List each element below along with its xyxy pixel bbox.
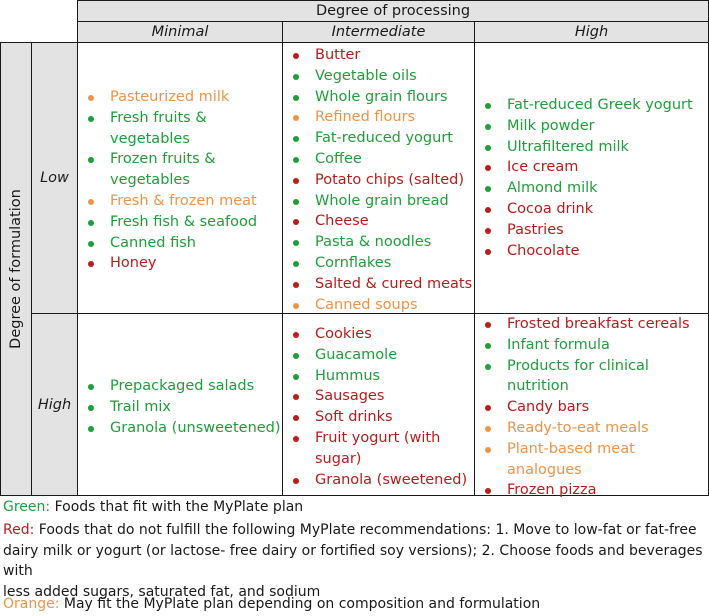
item-text: Granola (unsweetened) — [110, 419, 281, 436]
item-text: Fruit yogurt (with — [315, 429, 441, 446]
column-header-minimal — [77, 21, 283, 43]
list-item — [78, 191, 282, 212]
list-item — [475, 418, 708, 439]
bullet-icon — [485, 165, 491, 171]
row-label: Low — [40, 170, 69, 186]
cell-high-high — [474, 313, 709, 499]
list-item — [475, 199, 708, 220]
list-item-continuation — [78, 129, 282, 150]
item-text: Potato chips (salted) — [315, 171, 464, 188]
bullet-icon — [485, 322, 491, 328]
list-item — [475, 178, 708, 199]
bullet-icon — [293, 178, 299, 184]
item-text: Ultrafiltered milk — [507, 138, 629, 155]
list-item — [283, 107, 474, 128]
legend-red-label: Red: — [3, 522, 35, 538]
item-text: Sausages — [315, 388, 385, 405]
list-item — [78, 233, 282, 254]
bullet-icon — [88, 261, 94, 267]
item-text: Fat-reduced yogurt — [315, 130, 453, 147]
list-item-continuation — [475, 376, 708, 397]
item-text: Coffee — [315, 150, 362, 167]
row-label: High — [37, 396, 72, 413]
list-item — [283, 128, 474, 149]
legend-green — [3, 497, 303, 518]
item-text: Frozen fruits & — [110, 151, 216, 168]
bullet-icon — [293, 436, 299, 442]
legend-orange-label: Orange: — [3, 596, 60, 612]
list-item-continuation — [78, 170, 282, 191]
item-text: analogues — [507, 461, 582, 478]
list-item — [283, 407, 474, 428]
list-item — [283, 66, 474, 87]
list-item — [283, 274, 474, 295]
item-text: Infant formula — [507, 336, 610, 353]
list-item — [78, 397, 282, 418]
bullet-icon — [485, 103, 491, 109]
list-item — [283, 345, 474, 366]
legend-red-text-1: Foods that do not fulfill the following MyPlate recommendations: 1. Move to low-fat or fat-free — [34, 522, 697, 538]
item-text: Plant-based meat — [507, 440, 635, 457]
bullet-icon — [485, 124, 491, 130]
legend-green-label: Green: — [3, 499, 51, 515]
list-item — [283, 149, 474, 170]
bullet-icon — [485, 207, 491, 213]
list-item-continuation — [475, 460, 708, 481]
bullet-icon — [485, 405, 491, 411]
list-item — [78, 212, 282, 233]
bullet-icon — [485, 426, 491, 432]
item-text: Frozen pizza — [507, 482, 597, 499]
legend-red — [3, 520, 709, 602]
list-item — [283, 211, 474, 232]
item-text: Fat-reduced Greek yogurt — [507, 97, 693, 113]
item-text: Milk powder — [507, 117, 595, 134]
item-text: Vegetable oils — [315, 67, 417, 84]
bullet-icon — [293, 415, 299, 421]
list-item — [283, 45, 474, 66]
item-text: Honey — [110, 255, 157, 272]
list-item-continuation — [283, 449, 474, 470]
bullet-icon — [293, 282, 299, 288]
item-text: Cocoa drink — [507, 200, 594, 217]
bullet-icon — [88, 405, 94, 411]
bullet-icon — [293, 353, 299, 359]
item-text: Butter — [315, 47, 361, 63]
item-text: Canned fish — [110, 234, 197, 251]
cell-high-minimal — [77, 313, 283, 496]
row-header-low — [31, 42, 78, 314]
bullet-icon — [88, 241, 94, 247]
item-text: Cookies — [315, 326, 372, 342]
item-text: vegetables — [110, 172, 190, 189]
list-item — [475, 314, 708, 335]
bullet-icon — [293, 303, 299, 309]
legend-green-text: Foods that fit with the MyPlate plan — [50, 499, 304, 515]
list-item — [283, 324, 474, 345]
list-item — [283, 87, 474, 108]
list-item — [475, 335, 708, 356]
item-text: Fresh fish & seafood — [110, 213, 258, 230]
bullet-icon — [88, 157, 94, 163]
cell-high-intermediate — [282, 313, 475, 496]
bullet-icon — [88, 426, 94, 432]
row-header-high — [31, 313, 78, 496]
item-text: Fresh & frozen meat — [110, 192, 257, 209]
cell-low-intermediate — [282, 42, 475, 314]
bullet-icon — [293, 374, 299, 380]
processing-header — [77, 0, 709, 22]
bullet-icon — [485, 249, 491, 255]
item-text: Trail mix — [110, 398, 171, 415]
column-header-intermediate — [282, 21, 475, 43]
bullet-icon — [293, 95, 299, 101]
column-header-high — [474, 21, 709, 43]
bullet-icon — [88, 199, 94, 205]
item-text: Soft drinks — [315, 409, 393, 426]
item-text: Almond milk — [507, 180, 598, 197]
item-text: Products for clinical — [507, 357, 649, 374]
legend-orange — [3, 594, 540, 615]
bullet-icon — [293, 332, 299, 338]
bullet-icon — [293, 115, 299, 121]
item-text: sugar) — [315, 450, 362, 467]
list-item — [283, 386, 474, 407]
formulation-title: Degree of formulation — [8, 189, 24, 349]
list-item — [475, 157, 708, 178]
list-item — [475, 397, 708, 418]
item-text: Pasteurized milk — [110, 89, 230, 105]
item-text: Refined flours — [315, 109, 416, 126]
bullet-icon — [293, 74, 299, 80]
bullet-icon — [293, 478, 299, 484]
bullet-icon — [485, 364, 491, 370]
list-item — [78, 149, 282, 170]
list-item — [78, 418, 282, 439]
list-item — [475, 480, 708, 501]
column-label: Intermediate — [331, 24, 426, 40]
bullet-icon — [485, 186, 491, 192]
item-text: Ice cream — [507, 159, 579, 176]
formulation-header — [0, 42, 32, 496]
item-text: Prepackaged salads — [110, 378, 255, 394]
item-text: Whole grain flours — [315, 88, 448, 105]
list-item — [283, 191, 474, 212]
bullet-icon — [293, 394, 299, 400]
item-text: Cheese — [315, 213, 369, 230]
item-text: Frosted breakfast cereals — [507, 316, 690, 332]
legend-red-text-3: less added sugars, saturated fat, and sodium — [3, 583, 321, 600]
list-item — [283, 232, 474, 253]
cell-low-minimal — [77, 42, 283, 314]
bullet-icon — [293, 199, 299, 205]
list-item — [78, 87, 282, 108]
item-text: nutrition — [507, 378, 569, 395]
list-item — [283, 366, 474, 387]
list-item — [475, 241, 708, 262]
item-text: Guacamole — [315, 346, 398, 363]
bullet-icon — [485, 343, 491, 349]
item-text: Pasta & noodles — [315, 234, 432, 251]
bullet-icon — [293, 261, 299, 267]
item-text: Salted & cured meats — [315, 275, 473, 292]
list-item — [475, 116, 708, 137]
column-label: High — [574, 24, 609, 40]
item-text: Pastries — [507, 221, 564, 238]
list-item — [475, 220, 708, 241]
list-item — [283, 470, 474, 491]
legend-red-text-2: dairy milk or yogurt (or lactose- free dairy or fortified soy versions); 2. Choose foods and beverages with — [3, 542, 703, 579]
list-item — [475, 356, 708, 377]
processing-title: Degree of processing — [315, 3, 471, 19]
item-text: Whole grain bread — [315, 192, 449, 209]
legend-orange-text: May fit the MyPlate plan depending on composition and formulation — [59, 596, 541, 612]
bullet-icon — [293, 219, 299, 225]
item-text: Canned soups — [315, 296, 418, 313]
bullet-icon — [293, 53, 299, 59]
item-text: Ready-to-eat meals — [507, 419, 649, 436]
list-item — [283, 170, 474, 191]
bullet-icon — [485, 145, 491, 151]
list-item — [78, 376, 282, 397]
list-item — [78, 253, 282, 274]
list-item — [475, 439, 708, 460]
column-label: Minimal — [151, 24, 209, 40]
bullet-icon — [293, 136, 299, 142]
list-item — [475, 95, 708, 116]
item-text: Granola (sweetened) — [315, 471, 468, 488]
item-text: vegetables — [110, 130, 190, 147]
item-text: Cornflakes — [315, 254, 392, 271]
list-item — [283, 428, 474, 449]
item-text: Chocolate — [507, 242, 580, 259]
item-text: Candy bars — [507, 399, 590, 416]
bullet-icon — [88, 95, 94, 101]
cell-low-high — [474, 42, 709, 314]
bullet-icon — [485, 447, 491, 453]
bullet-icon — [88, 116, 94, 122]
item-text: Fresh fruits & — [110, 109, 207, 126]
bullet-icon — [88, 220, 94, 226]
list-item — [283, 253, 474, 274]
bullet-icon — [88, 384, 94, 390]
bullet-icon — [293, 240, 299, 246]
bullet-icon — [293, 157, 299, 163]
item-text: Hummus — [315, 367, 381, 384]
bullet-icon — [485, 228, 491, 234]
list-item — [475, 137, 708, 158]
list-item — [78, 108, 282, 129]
bullet-icon — [485, 488, 491, 494]
